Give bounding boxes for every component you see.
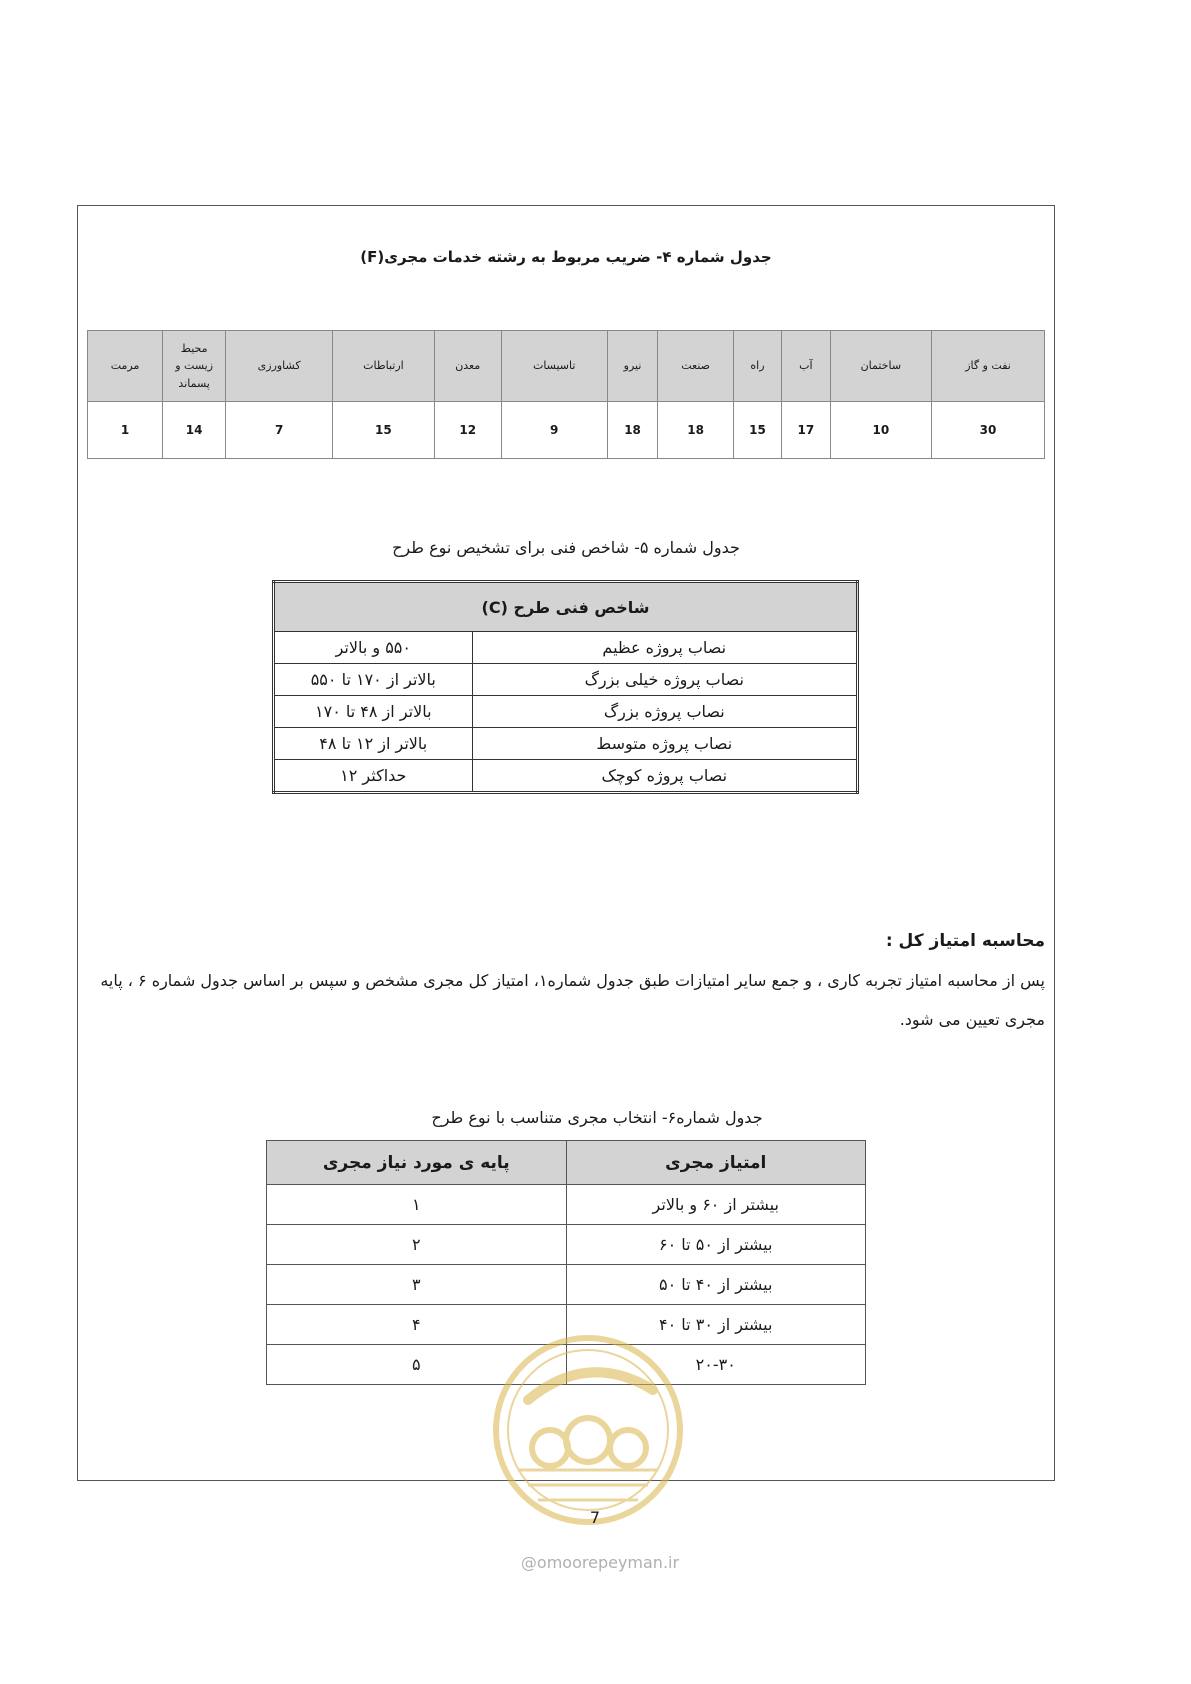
table4-header: معدن bbox=[434, 331, 501, 402]
watermark-seal-icon bbox=[488, 1330, 688, 1530]
table-row bbox=[267, 1185, 866, 1225]
table4-title: جدول شماره ۴- ضریب مربوط به رشته خدمات مجری(F) bbox=[360, 248, 772, 266]
table4-value: 15 bbox=[333, 402, 435, 459]
project-type-cell: نصاب پروژه بزرگ bbox=[472, 696, 857, 728]
table4-header-row bbox=[88, 331, 1045, 402]
range-cell: بالاتر از ۱۲ تا ۴۸ bbox=[274, 728, 473, 760]
table4-value-row bbox=[88, 402, 1045, 459]
table-row bbox=[274, 760, 858, 793]
level-cell: ۲ bbox=[267, 1225, 567, 1265]
table-row bbox=[274, 632, 858, 664]
range-cell: بالاتر از ۴۸ تا ۱۷۰ bbox=[274, 696, 473, 728]
table5-header: شاخص فنی طرح (C) bbox=[274, 582, 858, 632]
total-score-section bbox=[87, 922, 1045, 1039]
project-type-cell: نصاب پروژه متوسط bbox=[472, 728, 857, 760]
score-cell: بیشتر از ۶۰ و بالاتر bbox=[566, 1185, 866, 1225]
project-type-cell: نصاب پروژه خیلی بزرگ bbox=[472, 664, 857, 696]
table4-value: 12 bbox=[434, 402, 501, 459]
table4-header: صنعت bbox=[658, 331, 733, 402]
table4-value: 10 bbox=[830, 402, 931, 459]
table4-value: 17 bbox=[782, 402, 830, 459]
table6-title: جدول شماره۶- انتخاب مجری متناسب با نوع طرح bbox=[431, 1108, 763, 1127]
level-cell: ۱ bbox=[267, 1185, 567, 1225]
level-cell: ۳ bbox=[267, 1265, 567, 1305]
score-cell: بیشتر از ۴۰ تا ۵۰ bbox=[566, 1265, 866, 1305]
table4-value: 7 bbox=[226, 402, 333, 459]
table4-header: تاسیسات bbox=[501, 331, 607, 402]
table4-header: نیرو bbox=[607, 331, 658, 402]
table-row bbox=[274, 664, 858, 696]
table4 bbox=[87, 330, 1045, 459]
project-type-cell: نصاب پروژه کوچک bbox=[472, 760, 857, 793]
range-cell: ۵۵۰ و بالاتر bbox=[274, 632, 473, 664]
level-header: پایه ی مورد نیاز مجری bbox=[267, 1141, 567, 1185]
table4-header: نفت و گاز bbox=[932, 331, 1045, 402]
range-cell: حداکثر ۱۲ bbox=[274, 760, 473, 793]
level-cell: ۴ bbox=[267, 1305, 567, 1345]
section-heading: محاسبه امتیاز کل : bbox=[885, 931, 1045, 951]
table4-value: 30 bbox=[932, 402, 1045, 459]
table4-value: 9 bbox=[501, 402, 607, 459]
table-row bbox=[274, 728, 858, 760]
table-row bbox=[267, 1265, 866, 1305]
table4-header: ارتباطات bbox=[333, 331, 435, 402]
table4-value: 18 bbox=[607, 402, 658, 459]
table5-header-row bbox=[274, 582, 858, 632]
table4-value: 15 bbox=[733, 402, 781, 459]
table4-header: ساختمان bbox=[830, 331, 931, 402]
score-cell: ۲۰-۳۰ bbox=[566, 1345, 866, 1385]
table-row bbox=[267, 1225, 866, 1265]
section-paragraph: پس از محاسبه امتیاز تجربه کاری ، و جمع سایر امتیازات طبق جدول شماره۱، امتیاز کل مجری مشخص و سپس بر اساس جدول شماره ۶ ، پایه مجری تعیین می شود. bbox=[100, 971, 1045, 1029]
range-cell: بالاتر از ۱۷۰ تا ۵۵۰ bbox=[274, 664, 473, 696]
score-cell: بیشتر از ۵۰ تا ۶۰ bbox=[566, 1225, 866, 1265]
table4-header: آب bbox=[782, 331, 830, 402]
page-number: 7 bbox=[589, 1508, 601, 1527]
table-row bbox=[274, 696, 858, 728]
score-header: امتیاز مجری bbox=[566, 1141, 866, 1185]
table4-header: مرمت bbox=[88, 331, 163, 402]
table4-header: راه bbox=[733, 331, 781, 402]
table4-header: کشاورزی bbox=[226, 331, 333, 402]
table4-value: 1 bbox=[88, 402, 163, 459]
level-cell: ۵ bbox=[267, 1345, 567, 1385]
watermark-site: @omoorepeyman.ir bbox=[520, 1553, 680, 1572]
table5-title: جدول شماره ۵- شاخص فنی برای تشخیص نوع طرح bbox=[392, 538, 740, 557]
table5 bbox=[272, 580, 859, 794]
project-type-cell: نصاب پروژه عظیم bbox=[472, 632, 857, 664]
score-cell: بیشتر از ۳۰ تا ۴۰ bbox=[566, 1305, 866, 1345]
table4-value: 18 bbox=[658, 402, 733, 459]
table6-header-row bbox=[267, 1141, 866, 1185]
table4-value: 14 bbox=[163, 402, 226, 459]
table4-header: محیط زیست و پسماند bbox=[163, 331, 226, 402]
